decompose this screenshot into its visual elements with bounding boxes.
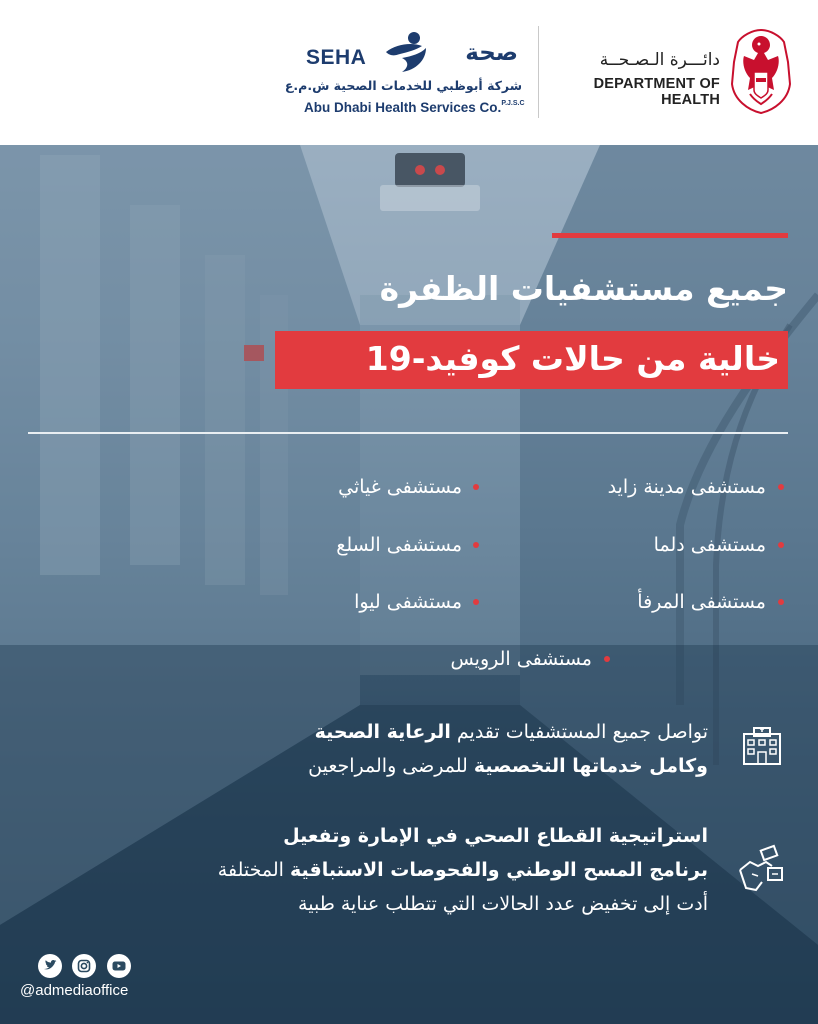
seha-company-suffix: P.J.S.C (501, 100, 525, 107)
instagram-icon[interactable] (72, 954, 96, 978)
header-bar (0, 0, 818, 145)
seha-company-arabic: شركة أبوظبي للخدمات الصحية ش.م.ع (284, 78, 522, 93)
falcon-emblem-icon (730, 28, 792, 114)
info-2-line-3-regular: أدت إلى تخفيض عدد الحالات التي تتطلب عناية طبية (298, 893, 708, 915)
info-2-line-2-regular: المختلفة (217, 859, 290, 881)
doh-name-arabic: دائـــرة الـصـحــة (599, 50, 720, 70)
info-1-line-2-regular: للمرضى والمراجعين (308, 755, 474, 777)
accent-red-line (552, 233, 788, 238)
list-item-hospital: مستشفى مدينة زايد (607, 476, 766, 498)
list-item-hospital: مستشفى ليوا (354, 591, 462, 613)
seha-name-arabic: صحة (465, 40, 518, 66)
social-handle[interactable]: @admediaoffice (20, 982, 129, 999)
hand-test-swab-icon (736, 844, 788, 894)
bullet-icon (473, 542, 479, 548)
list-item-hospital: مستشفى دلما (653, 534, 766, 556)
youtube-glyph (107, 954, 131, 978)
info-1-line-1 (150, 716, 708, 748)
list-item-hospital: مستشفى الرويس (450, 648, 592, 670)
list-item-hospital: مستشفى غياثي (338, 476, 462, 498)
bullet-icon (604, 656, 610, 662)
twitter-icon[interactable] (38, 954, 62, 978)
info-2-line-3 (120, 888, 708, 920)
seha-company-english-name: Abu Dhabi Health Services Co. (304, 100, 502, 115)
bullet-icon (778, 484, 784, 490)
seha-name-english: SEHA (306, 46, 367, 69)
headline-line-2: خالية من حالات كوفيد-19 (365, 339, 780, 378)
header-divider (538, 26, 539, 118)
info-2-line-2 (120, 854, 708, 886)
info-1-line-2-bold: وكامل خدماتها التخصصية (473, 755, 708, 777)
section-divider (28, 432, 788, 434)
bullet-icon (473, 599, 479, 605)
seha-company-english (304, 100, 525, 115)
info-2-line-2-bold: برنامج المسح الوطني والفحوصات الاستباقية (289, 859, 708, 881)
info-1-line-1-regular: تواصل جميع المستشفيات تقديم (450, 721, 708, 743)
info-1-line-2 (150, 750, 708, 782)
twitter-glyph (38, 954, 62, 978)
doh-name-english: DEPARTMENT OF HEALTH (593, 76, 720, 108)
list-item-hospital: مستشفى المرفأ (637, 591, 766, 613)
headline-line-1: جميع مستشفيات الظفرة (379, 269, 788, 308)
youtube-icon[interactable] (107, 954, 131, 978)
bullet-icon (778, 599, 784, 605)
info-1-line-1-bold: الرعاية الصحية (314, 721, 451, 743)
list-item-hospital: مستشفى السلع (336, 534, 462, 556)
bullet-icon (778, 542, 784, 548)
seha-logo-icon (382, 30, 432, 74)
bullet-icon (473, 484, 479, 490)
hospital-building-icon (740, 726, 784, 766)
info-2-line-1 (120, 820, 708, 852)
instagram-glyph (72, 954, 96, 978)
info-2-line-1-bold: استراتيجية القطاع الصحي في الإمارة وتفعيل (283, 825, 708, 847)
